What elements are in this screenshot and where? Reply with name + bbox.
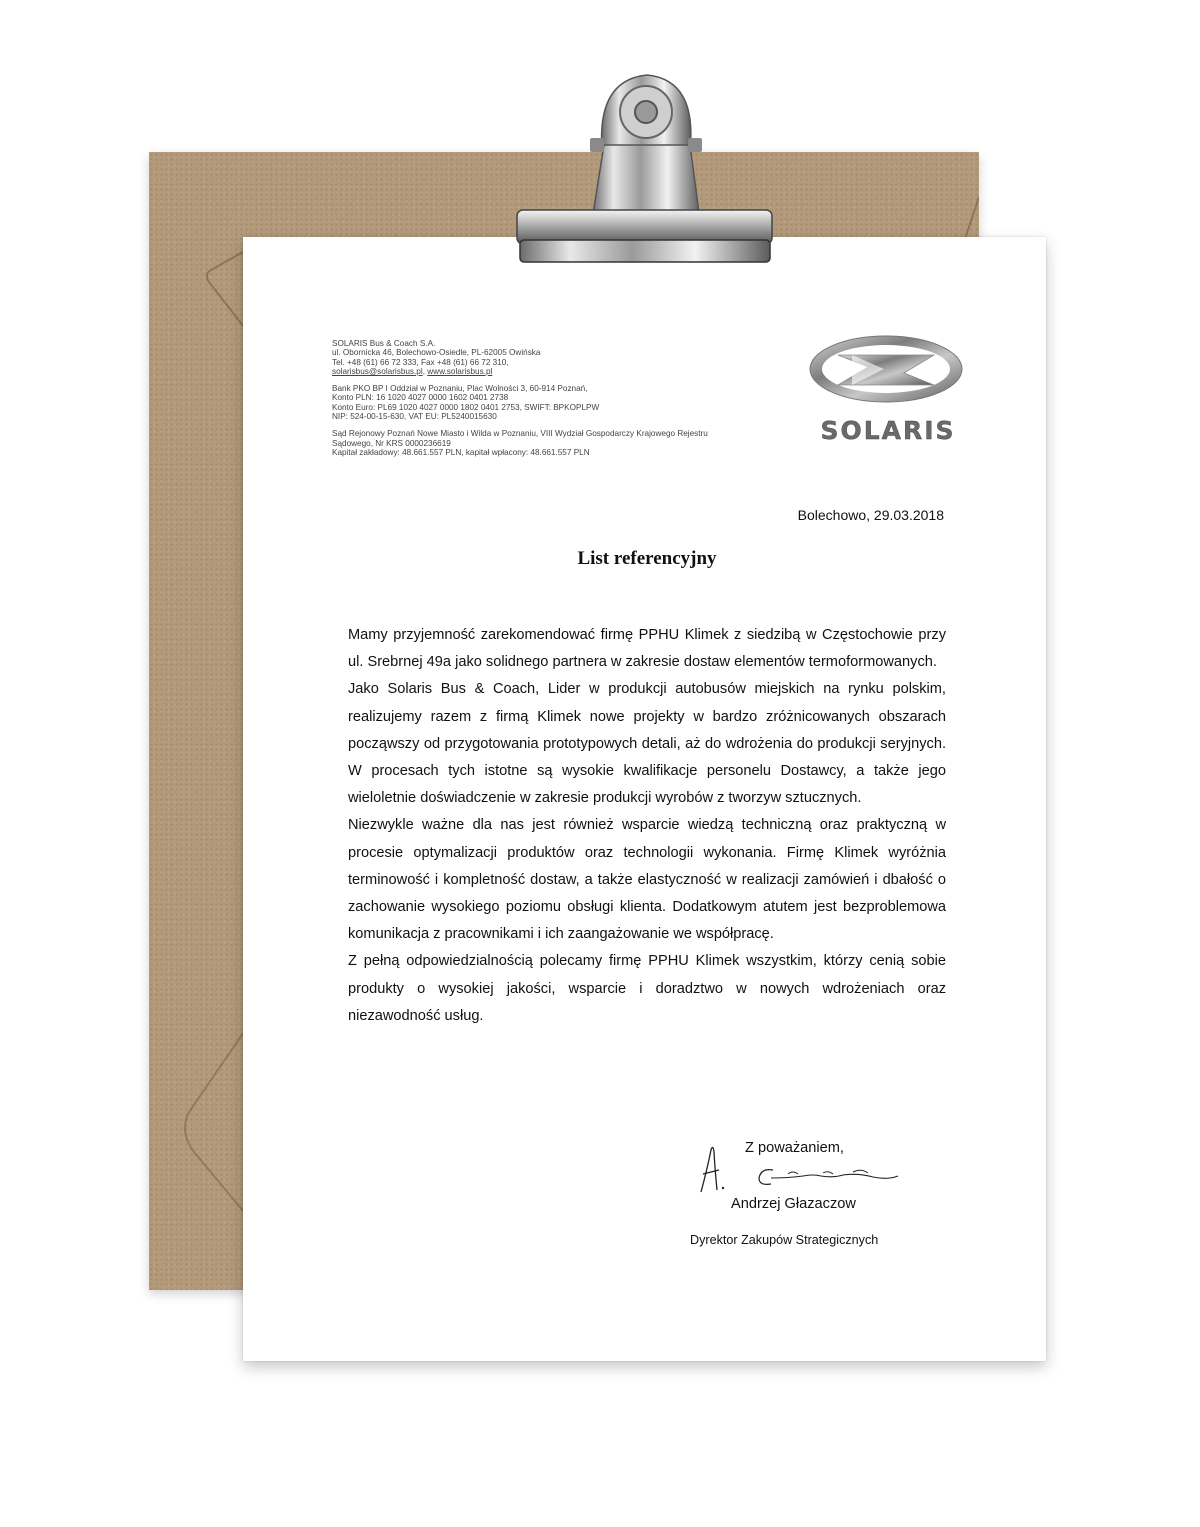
website-link[interactable]: www.solarisbus.pl — [427, 366, 493, 376]
account-eur: Konto Euro: PL69 1020 4027 0000 1802 0401 2753, SWIFT: BPKOPLPW — [332, 402, 600, 412]
company-address: ul. Obornicka 46, Bolechowo-Osiedle, PL-62005 Owińska — [332, 348, 541, 358]
account-pln: Konto PLN: 16 1020 4027 0000 1602 0401 2738 — [332, 393, 509, 403]
logo-wordmark: SOLARIS — [820, 416, 956, 445]
company-name: SOLARIS Bus & Coach S.A. — [332, 339, 436, 348]
letter-title: List referencyjny — [577, 548, 717, 569]
letter-body — [348, 622, 946, 1030]
court-registry-line1: Sąd Rejonowy Poznań Nowe Miasto i Wilda w Poznaniu, VIII Wydział Gospodarczy Krajowego Rejestru — [332, 429, 708, 439]
signer-name: Andrzej Głazaczow — [731, 1196, 856, 1212]
court-registry-line2: Sądowego, Nr KRS 0000236619 — [332, 438, 451, 448]
paragraph: Mamy przyjemność zarekomendować firmę PPHU Klimek z siedzibą w Częstochowie przy ul. Srebrnej 49a jako solidnego partnera w zakresie dostaw elementów termoformowanych. — [348, 627, 946, 671]
handwritten-signature — [693, 1140, 908, 1200]
letter-date: Bolechowo, 29.03.2018 — [797, 507, 944, 523]
bank-name: Bank PKO BP I Oddział w Poznaniu, Plac Wolności 3, 60-914 Poznań, — [332, 384, 588, 394]
share-capital: Kapitał zakładowy: 48.661.557 PLN, kapitał wpłacony: 48.661.557 PLN — [332, 447, 590, 457]
signer-position: Dyrektor Zakupów Strategicznych — [690, 1233, 879, 1247]
email-link[interactable]: solarisbus@solarisbus.pl — [332, 366, 423, 376]
company-phone-fax: Tel. +48 (61) 66 72 333, Fax +48 (61) 66 72 310, — [332, 357, 509, 367]
closing-phrase: Z poważaniem, — [745, 1140, 844, 1156]
solaris-logo — [808, 333, 968, 448]
paragraph: Jako Solaris Bus & Coach, Lider w produkcji autobusów miejskich na rynku polskim, realizujemy razem z firmą Klimek nowe projekty w bardzo zróżnicowanych obszarach począwszy od przygotowania prototypowych detali, aż do wdrożenia do produkcji seryjnych. W procesach tych istotne są wysokie kwalifikacje personelu Dostawcy, a także jego wieloletnie doświadczenie w zakresie produkcji wyrobów z tworzyw sztucznych. — [348, 681, 946, 807]
bulldog-clip-icon — [512, 70, 782, 270]
paragraph: Niezwykle ważne dla nas jest również wsparcie wiedzą techniczną oraz praktyczną w procesie optymalizacji produktów oraz technologii wykonania. Firmę Klimek wyróżnia terminowość i kompletność dostaw, a także elastyczność w realizacji zamówień i dbałość o zachowanie wysokiego poziomu obsługi klienta. Dodatkowym atutem jest bezproblemowa komunikacja z pracownikami i ich zaangażowanie we współpracę. — [348, 817, 946, 943]
letterhead: SOLARIS Bus & Coach S.A. ul. Obornicka 46, Bolechowo-Osiedle, PL-62005 Owińska Tel. +48 (61) 66 72 333, Fax +48 (61) 66 72 310, solarisbus@solarisbus.pl, www.solarisbus.pl Bank PKO BP I Oddział w Poznaniu, Plac Wolności 3, 60-914 Poznań, Konto PLN: 16 1020 4027 0000 1602 0401 2738 Konto Euro: PL69 1020 4027 0000 1802 0401 2753, SWIFT: BPKOPLPW NIP: 524-00-15-630, VAT EU: PL5240015630 Sąd Rejonowy Poznań Nowe Miasto i Wilda w Poznaniu, VIII Wydział Gospodarczy Krajowego Rejestru Sądowego, Nr KRS 0000236619 Kapitał zakładowy: 48.661.557 PLN, kapitał wpłacony: 48.661.557 PLN — [332, 339, 792, 465]
paragraph: Z pełną odpowiedzialnością polecamy firmę PPHU Klimek wszystkim, którzy cenią sobie produkty o wysokiej jakości, wsparcie i doradztwo w nowych wdrożeniach oraz niezawodność usług. — [348, 953, 946, 1024]
tax-ids: NIP: 524-00-15-630, VAT EU: PL5240015630 — [332, 412, 497, 422]
